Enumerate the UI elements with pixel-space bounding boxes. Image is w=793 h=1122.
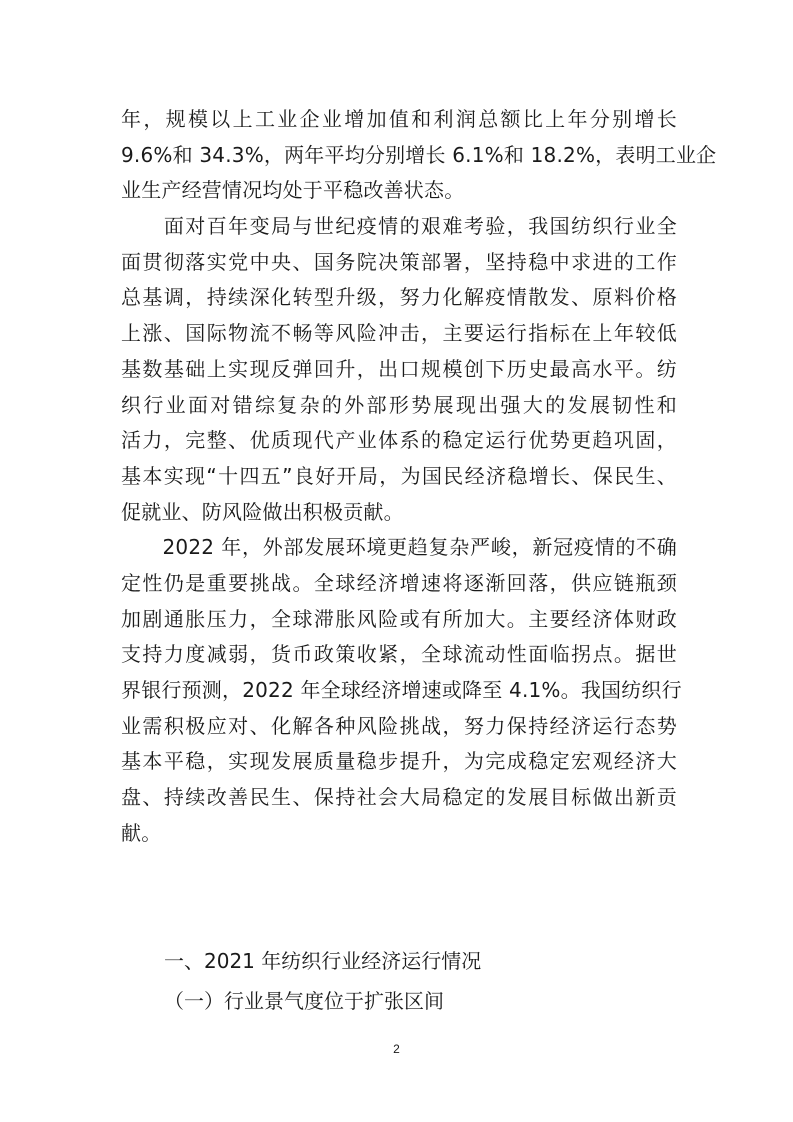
text-line: 面贯彻落实党中央、国务院决策部署，坚持稳中求进的工作 [121, 249, 677, 274]
text-line: 定性仍是重要挑战。全球经济增速将逐渐回落，供应链瓶颈 [121, 570, 677, 595]
text-line: 面对百年变局与世纪疫情的艰难考验，我国纺织行业全 [121, 214, 677, 239]
text-line: 上涨、国际物流不畅等风险冲击，主要运行指标在上年较低 [121, 321, 677, 346]
text-line: 支持力度减弱，货币政策收紧，全球流动性面临拐点。据世 [121, 642, 677, 667]
text-line: 献。 [121, 820, 162, 845]
text-line: 界银行预测，2022 年全球经济增速或降至 4.1%。我国纺织行 [121, 678, 682, 702]
text-line: 9.6%和 34.3%，两年平均分别增长 6.1%和 18.2%，表明工业企 [121, 142, 717, 167]
text-line: 基本平稳，实现发展质量稳步提升，为完成稳定宏观经济大 [121, 749, 677, 774]
text-line: 基数基础上实现反弹回升，出口规模创下历史最高水平。纺 [121, 356, 677, 381]
text-line: 年，规模以上工业企业增加值和利润总额比上年分别增长 [121, 107, 677, 131]
text-line: 促就业、防风险做出积极贡献。 [121, 499, 404, 524]
text-line: 业需积极应对、化解各种风险挑战，努力保持经济运行态势 [121, 713, 677, 738]
text-line: 基本实现“十四五”良好开局，为国民经济稳增长、保民生、 [121, 463, 677, 488]
text-line: 加剧通胀压力，全球滞胀风险或有所加大。主要经济体财政 [121, 606, 677, 631]
page-number: 2 [393, 1042, 400, 1056]
text-line: 盘、持续改善民生、保持社会大局稳定的发展目标做出新贡 [121, 785, 677, 810]
text-line: 活力，完整、优质现代产业体系的稳定运行优势更趋巩固， [121, 428, 677, 453]
body-text [121, 102, 717, 851]
section-heading: 一、2021 年纺织行业经济运行情况 [164, 949, 482, 973]
text-line: 织行业面对错综复杂的外部形势展现出强大的发展韧性和 [121, 392, 677, 417]
text-line: 总基调，持续深化转型升级，努力化解疫情散发、原料价格 [121, 285, 677, 310]
text-line: 业生产经营情况均处于平稳改善状态。 [121, 178, 465, 203]
subsection-heading: （一）行业景气度位于扩张区间 [164, 989, 444, 1013]
text-line: 2022 年，外部发展环境更趋复杂严峻，新冠疫情的不确 [121, 535, 677, 560]
